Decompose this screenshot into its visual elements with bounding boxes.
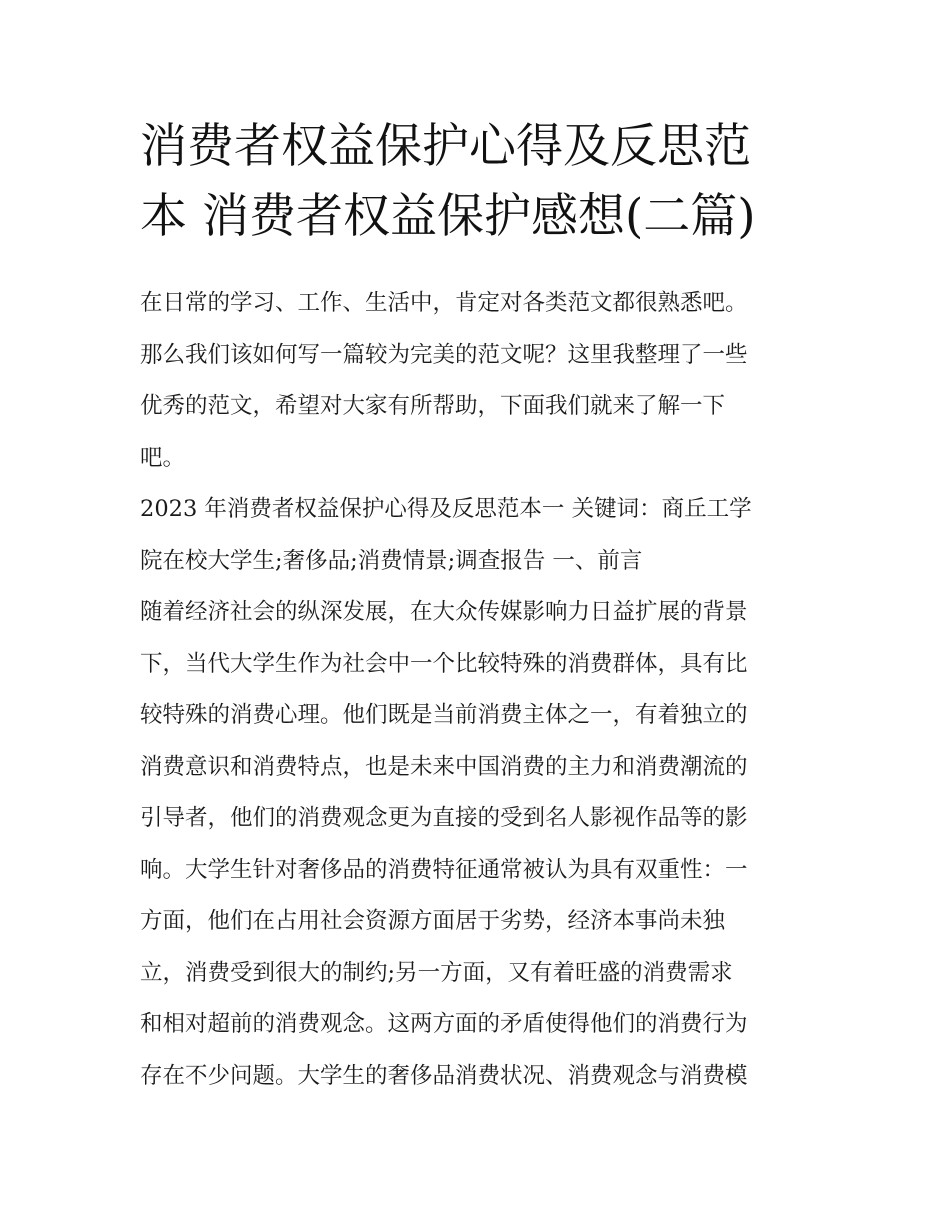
body-line: 那么我们该如何写一篇较为完美的范文呢？这里我整理了一些 [140, 341, 748, 368]
body-line: 较特殊的消费心理。他们既是当前消费主体之一，有着独立的 [140, 702, 748, 728]
title-line: 本 消费者权益保护感想(二篇) [140, 189, 756, 244]
body-line: 在日常的学习、工作、生活中，肯定对各类范文都很熟悉吧。 [140, 290, 748, 316]
body-line: 响。大学生针对奢侈品的消费特征通常被认为具有双重性：一 [140, 856, 748, 883]
body-line: 吧。 [140, 444, 186, 471]
body-line: 院在校大学生;奢侈品;消费情景;调查报告 一、前言 [140, 547, 643, 574]
body-line: 2023 年消费者权益保护心得及反思范本一 关键词：商丘工学 [140, 496, 752, 522]
body-line: 优秀的范文，希望对大家有所帮助，下面我们就来了解一下 [140, 393, 726, 419]
body-line: 方面，他们在占用社会资源方面居于劣势，经济本事尚未独 [140, 908, 726, 934]
body-line: 引导者，他们的消费观念更为直接的受到名人影视作品等的影 [140, 805, 748, 831]
document-body [140, 278, 820, 1102]
body-line: 存在不少问题。大学生的奢侈品消费状况、消费观念与消费模 [140, 1062, 748, 1089]
body-line: 下，当代大学生作为社会中一个比较特殊的消费群体，具有比 [140, 650, 748, 677]
body-line: 和相对超前的消费观念。这两方面的矛盾使得他们的消费行为 [140, 1011, 748, 1037]
body-line: 立，消费受到很大的制约;另一方面，又有着旺盛的消费需求 [140, 959, 733, 986]
title-line: 消费者权益保护心得及反思范 [140, 119, 751, 174]
body-line: 随着经济社会的纵深发展，在大众传媒影响力日益扩展的背景 [140, 599, 748, 625]
body-line: 消费意识和消费特点，也是未来中国消费的主力和消费潮流的 [140, 753, 748, 780]
document-title [140, 112, 820, 252]
